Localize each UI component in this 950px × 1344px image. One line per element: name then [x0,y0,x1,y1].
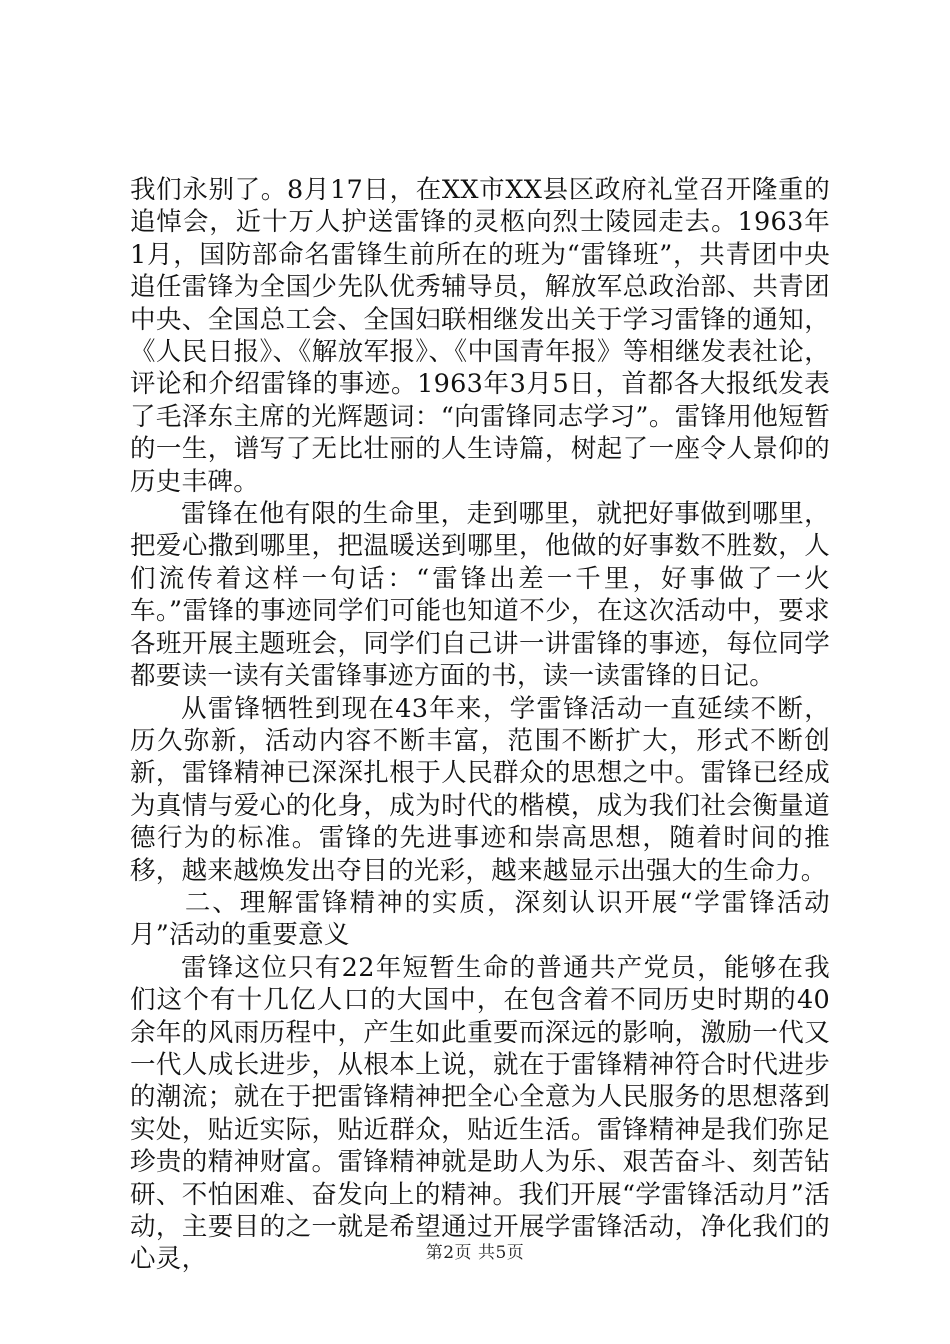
paragraph-legacy: 从雷锋牺牲到现在43年来，学雷锋活动一直延续不断，历久弥新，活动内容不断丰富，范围不断扩大，形式不断创新，雷锋精神已深深扎根于人民群众的思想之中。雷锋已经成为真情与爱心的化身，成为时代的楷模，成为我们社会衡量道德行为的标准。雷锋的先进事迹和崇高思想，随着时间的推移，越来越焕发出夺目的光彩，越来越显示出强大的生命力。 [130,693,830,886]
paragraph-significance: 雷锋这位只有22年短暂生命的普通共产党员，能够在我们这个有十几亿人口的大国中，在包含着不同历史时期的40余年的风雨历程中，产生如此重要而深远的影响，激励一代又一代人成长进步，从根本上说，就在于雷锋精神符合时代进步的潮流；就在于把雷锋精神把全心全意为人民服务的思想落到实处，贴近实际，贴近群众，贴近生活。雷锋精神是我们弥足珍贵的精神财富。雷锋精神就是助人为乐、艰苦奋斗、刻苦钻研、不怕困难、奋发向上的精神。我们开展“学雷锋活动月”活动，主要目的之一就是希望通过开展学雷锋活动，净化我们的心灵， [130,952,830,1275]
paragraph-continuation: 我们永别了。8月17日，在XX市XX县区政府礼堂召开隆重的追悼会，近十万人护送雷锋的灵柩向烈士陵园走去。1963年1月，国防部命名雷锋生前所在的班为“雷锋班”，共青团中央追任雷锋为全国少先队优秀辅导员，解放军总政治部、共青团中央、全国总工会、全国妇联相继发出关于学习雷锋的通知，《人民日报》、《解放军报》、《中国青年报》等相继发表社论，评论和介绍雷锋的事迹。1963年3月5日，首都各大报纸发表了毛泽东主席的光辉题词：“向雷锋同志学习”。雷锋用他短暂的一生，谱写了无比壮丽的人生诗篇，树起了一座令人景仰的历史丰碑。 [130,175,830,497]
page-indicator: 第2页 共5页 [425,1243,525,1263]
paragraph-good-deeds: 雷锋在他有限的生命里，走到哪里，就把好事做到哪里，把爱心撒到哪里，把温暖送到哪里，他做的好事数不胜数，人们流传着这样一句话：“雷锋出差一千里，好事做了一火车。”雷锋的事迹同学们可能也知道不少，在这次活动中，要求各班开展主题班会，同学们自己讲一讲雷锋的事迹，每位同学都要读一读有关雷锋事迹方面的书，读一读雷锋的日记。 [130,499,830,692]
document-body [130,174,830,1276]
section-heading: 二、理解雷锋精神的实质，深刻认识开展“学雷锋活动月”活动的重要意义 [130,887,830,951]
